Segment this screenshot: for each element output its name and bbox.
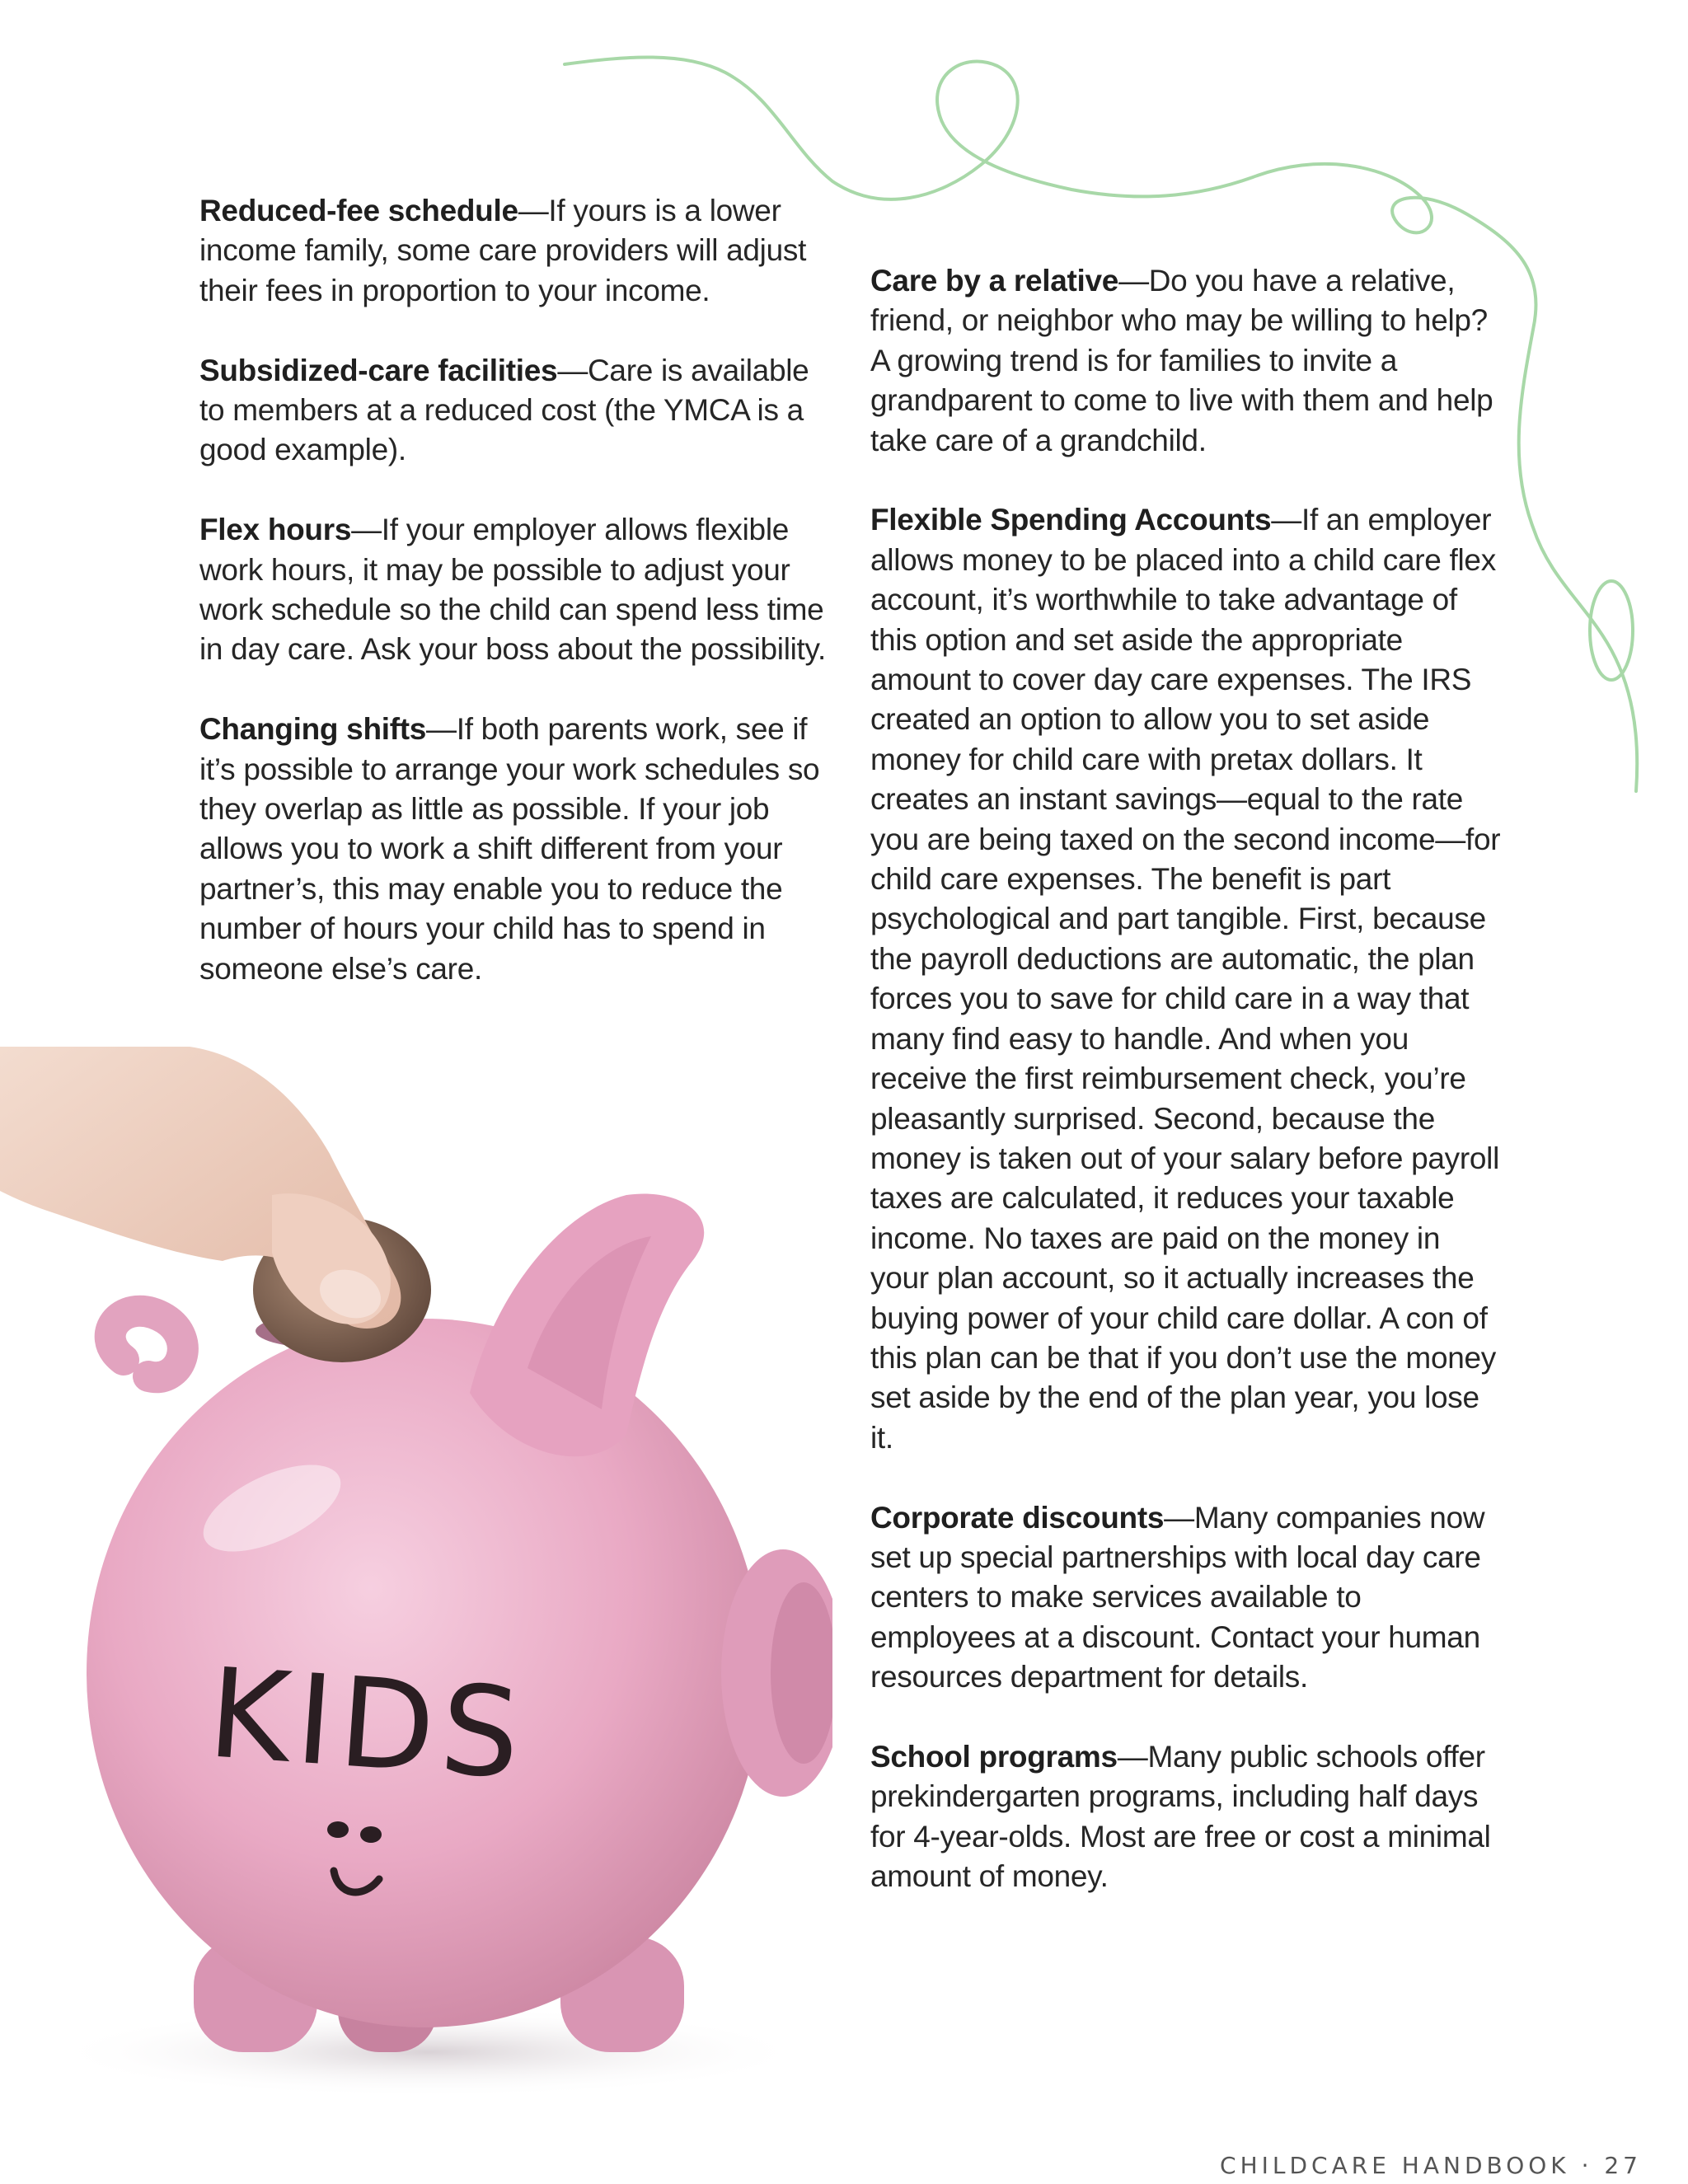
entry-text: —Care is available to members at a reduced cost (the YMCA is a good example). (199, 353, 809, 467)
entry-text: —If both parents work, see if it’s possible to arrange your work schedules so they overlap as little as possible. If your job allows you to work a shift different from your partner’s, this may enable you to reduce the number of hours your child has to spend in someone else’s care. (199, 712, 820, 986)
entry-text: —Do you have a relative, friend, or neighbor who may be willing to help? A growing trend is for families to invite a grandparent to come to live with them and help take care of a grandchild. (870, 264, 1493, 457)
entry-corporate-discounts (870, 1498, 1505, 1698)
left-column (199, 191, 826, 1029)
entry-term: Care by a relative (870, 264, 1119, 298)
entry-term: Changing shifts (199, 712, 427, 747)
entry-term: Corporate discounts (870, 1500, 1165, 1535)
piggy-bank-illustration (0, 1047, 832, 2110)
entry-term: School programs (870, 1739, 1118, 1774)
entry-text: —If yours is a lower income family, some care providers will adjust their fees in proportion to your income. (199, 194, 807, 307)
entry-term: Flexible Spending Accounts (870, 503, 1272, 537)
entry-flex-hours (199, 510, 826, 670)
entry-text: —Many companies now set up special partnerships with local day care centers to make services available to employees at a discount. Contact your human resources department for details. (870, 1500, 1485, 1694)
entry-care-by-a-relative (870, 261, 1505, 461)
pig-label: KIDS (204, 1642, 532, 1807)
entry-term: Reduced-fee schedule (199, 194, 518, 227)
entry-term: Flex hours (199, 513, 352, 547)
entry-text: —If an employer allows money to be placed into a child care flex account, it’s worthwhile to take advantage of this option and set aside the appropriate amount to cover day care expenses. The IRS created an option to allow you to set aside money for child care with pretax dollars. It creates an instant savings—equal to the rate you are being taxed on the second income—for child care expenses. The benefit is part psychological and part tangible. First, because the payroll deductions are automatic, the plan forces you to save for child care in a way that many find easy to handle. And when you receive the first reimbursement check, you’re pleasantly surprised. Second, because the money is taken out of your salary before payroll taxes are calculated, it reduces your taxable income. No taxes are paid on the money in your plan account, so it actually increases the buying power of your child care dollar. A con of this plan can be that if you don’t use the money set aside by the end of the plan year, you lose it. (870, 503, 1501, 1455)
page-footer: CHILDCARE HANDBOOK · 27 (1220, 2152, 1642, 2179)
entry-term: Subsidized-care facilities (199, 353, 558, 387)
entry-text: —Many public schools offer prekindergarten programs, including half days for 4-year-olds. Most are free or cost a minimal amount of money. (870, 1739, 1491, 1894)
right-column (870, 261, 1505, 1937)
hand (0, 1047, 401, 1329)
entry-changing-shifts (199, 710, 826, 989)
entry-flexible-spending-accounts (870, 500, 1505, 1458)
entry-reduced-fee-schedule (199, 191, 826, 311)
entry-school-programs (870, 1737, 1505, 1897)
entry-text: —If your employer allows flexible work hours, it may be possible to adjust your work schedule so the child can spend less time in day care. Ask your boss about the possibility. (199, 513, 826, 667)
entry-subsidized-care-facilities (199, 351, 826, 471)
